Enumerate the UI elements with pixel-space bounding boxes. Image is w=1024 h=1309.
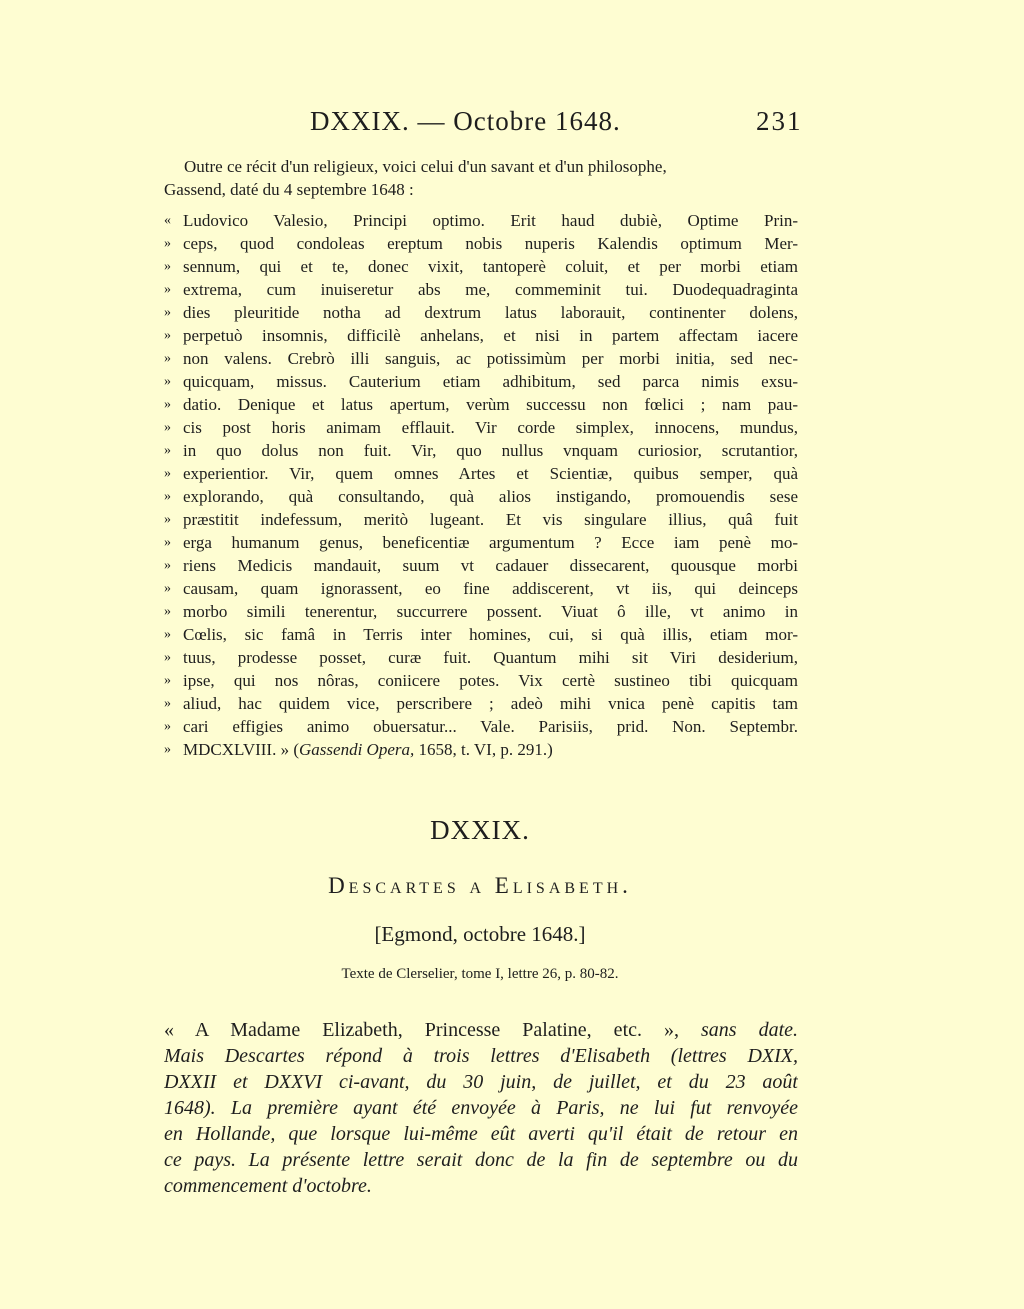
quote-line [164,347,798,370]
quote-mark: » [164,742,171,757]
quote-mark: » [164,650,171,665]
note-line-text: ce pays. La présente lettre serait donc de la fin de septembre ou du [164,1149,798,1171]
quote-line-text: dies pleuritide notha ad dextrum latus laborauit, continenter dolens, [183,303,798,322]
quote-line [164,531,798,554]
quote-mark: » [164,305,171,320]
quote-line-text: explorando, quà consultando, quà alios instigando, promouendis sese [183,487,798,506]
quote-line [164,623,798,646]
note-line-text: DXXII et DXXVI ci-avant, du 30 juin, de juillet, et du 23 août [164,1071,798,1093]
quote-line-text: datio. Denique et latus apertum, verùm successu non fœlici ; nam pau- [183,395,798,414]
quote-line [164,508,798,531]
page-number: 231 [756,106,803,136]
quote-line [164,485,798,508]
quote-line [164,439,798,462]
quote-mark: » [164,328,171,343]
note-line [164,1043,798,1069]
quote-mark: » [164,420,171,435]
quote-line-text: Cœlis, sic famâ in Terris inter homines, cui, si quà illis, etiam mor- [183,625,798,644]
letter-heading: Descartes a Elisabeth. [328,873,632,898]
quote-line-text: Ludovico Valesio, Principi optimo. Erit haud dubiè, Optime Prin- [183,211,798,230]
letter-number: DXXIX. [430,815,530,845]
citation-title: Gassendi Opera, [299,740,415,759]
intro-paragraph [164,155,796,201]
quote-line-text: causam, quam ignorassent, eo fine addiscerent, vt iis, qui deinceps [183,579,798,598]
note-line-text: 1648). La première ayant été envoyée à Paris, ne lui fut renvoyée [164,1097,798,1119]
quote-line-last [164,738,798,761]
note-line-text: Mais Descartes répond à trois lettres d'Elisabeth (lettres DXIX, [164,1045,798,1067]
note-sans-date: sans date. [701,1019,798,1041]
quote-line-text: præstitit indefessum, meritò lugeant. Et vis singulare illius, quâ fuit [183,510,798,529]
quote-line [164,692,798,715]
quote-mark: » [164,351,171,366]
note-line [164,1069,798,1095]
letter-source: Texte de Clerselier, tome I, lettre 26, p. 80-82. [341,966,619,982]
note-line [164,1017,798,1043]
quote-mark: » [164,719,171,734]
citation-reference: 1658, t. VI, p. 291.) [414,740,553,759]
quote-line [164,393,798,416]
quote-mark: » [164,397,171,412]
quote-mark: » [164,581,171,596]
quote-mark: » [164,558,171,573]
intro-line: Gassend, daté du 4 septembre 1648 : [164,180,414,199]
running-head [0,106,1024,146]
quote-line [164,278,798,301]
quote-line-text: perpetuò insomnis, difficilè anhelans, et nisi in partem affectam iacere [183,326,798,345]
running-title: DXXIX. — Octobre 1648. [310,106,621,136]
quote-line-text: morbo simili tenerentur, succurrere possent. Viuat ô ille, vt animo in [183,602,798,621]
quote-line-text: extrema, cum inuiseretur abs me, commeminit tui. Duodequadraginta [183,280,798,299]
quote-line-text: ipse, qui nos nôras, coniicere potes. Vix certè sustineo tibi quicquam [183,671,798,690]
quote-mark: » [164,627,171,642]
note-line [164,1147,798,1173]
quote-mark: » [164,696,171,711]
quote-mark: » [164,604,171,619]
intro-line: Outre ce récit d'un religieux, voici celui d'un savant et d'un philosophe, [184,157,667,176]
quote-mark: « [164,213,171,228]
quote-line-text: cari effigies animo obuersatur... Vale. Parisiis, prid. Non. Septembr. [183,717,798,736]
quote-line [164,646,798,669]
quote-line-text: ceps, quod condoleas ereptum nobis nuperis Kalendis optimum Mer- [183,234,798,253]
quote-line-text: aliud, hac quidem vice, perscribere ; adeò mihi vnica penè capitis tam [183,694,798,713]
quote-mark: » [164,374,171,389]
quote-line-text [183,738,798,761]
quote-mark: » [164,512,171,527]
quote-line-text: erga humanum genus, beneficentiæ argumentum ? Ecce iam penè mo- [183,533,798,552]
note-line [164,1121,798,1147]
quote-closing-text: MDCXLVIII. » ( [183,740,300,759]
quote-mark: » [164,466,171,481]
quote-line [164,462,798,485]
quote-mark: » [164,443,171,458]
quote-line-text: sennum, qui et te, donec vixit, tantoperè coluit, et per morbi etiam [183,257,798,276]
quote-line-text: tuus, prodesse posset, curæ fuit. Quantum mihi sit Viri desiderium, [183,648,798,667]
quote-line [164,209,798,232]
quote-line [164,600,798,623]
quote-line [164,416,798,439]
quote-line-text: experientior. Vir, quem omnes Artes et Scientiæ, quibus semper, quà [183,464,798,483]
quote-line [164,232,798,255]
quote-line [164,577,798,600]
quote-line [164,255,798,278]
note-line-text: en Hollande, que lorsque lui-même eût averti qu'il était de retour en [164,1123,798,1145]
quote-mark: » [164,282,171,297]
note-line [164,1173,798,1199]
latin-quotation [164,209,798,761]
quote-line-text: non valens. Crebrò illi sanguis, ac potissimùm per morbi initia, sed nec- [183,349,798,368]
editorial-note [164,1017,798,1199]
quote-line [164,554,798,577]
quote-mark: » [164,489,171,504]
quote-line-text: cis post horis animam efflauit. Vir corde simplex, innocens, mundus, [183,418,798,437]
quote-line [164,301,798,324]
quote-line-text: riens Medicis mandauit, suum vt cadauer dissecarent, quousque morbi [183,556,798,575]
quote-line [164,324,798,347]
note-address: « A Madame Elizabeth, Princesse Palatine, etc. », [164,1019,701,1041]
quote-line-text: in quo dolus non fuit. Vir, quo nullus vnquam curiosior, scrutantior, [183,441,798,460]
quote-mark: » [164,236,171,251]
letter-date: [Egmond, octobre 1648.] [374,922,586,946]
quote-line [164,715,798,738]
note-line-text: commencement d'octobre. [164,1175,372,1197]
quote-line [164,370,798,393]
note-line [164,1095,798,1121]
quote-mark: » [164,259,171,274]
quote-mark: » [164,673,171,688]
quote-mark: » [164,535,171,550]
quote-line [164,669,798,692]
quote-line-text: quicquam, missus. Cauterium etiam adhibitum, sed parca nimis exsu- [183,372,798,391]
